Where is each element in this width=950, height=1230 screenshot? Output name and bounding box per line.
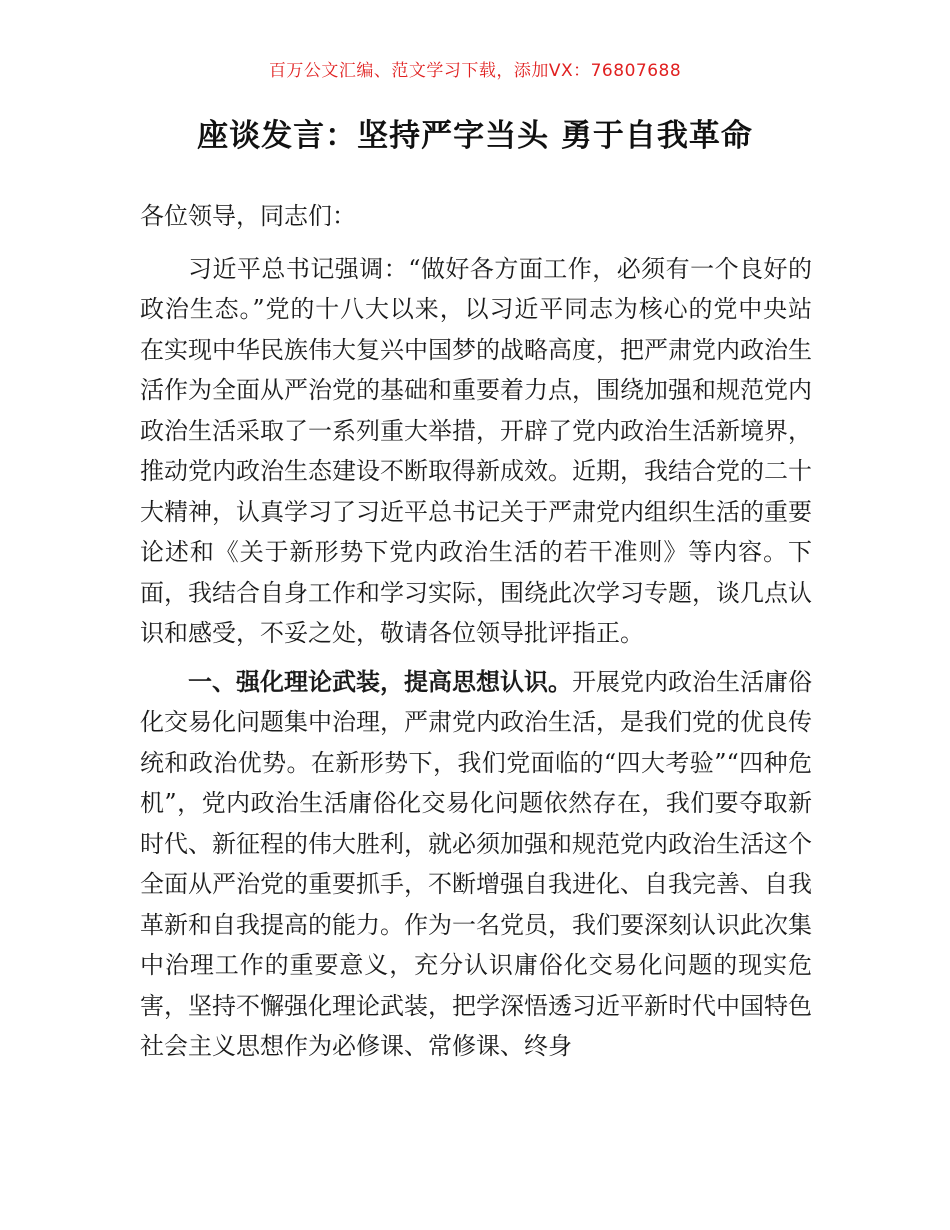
salutation: 各位领导，同志们： <box>140 202 356 230</box>
header-notice: 百万公文汇编、范文学习下载，添加VX：76807688 <box>268 61 682 81</box>
document-body <box>140 196 812 1067</box>
section-heading: 一、强化理论武装，提高思想认识。 <box>188 667 572 696</box>
paragraph-section-1 <box>140 662 812 1067</box>
section-body: 开展党内政治生活庸俗化交易化问题集中治理，严肃党内政治生活，是我们党的优良传统和政治优势。在新形势下，我们党面临的“四大考验”“四种危机”，党内政治生活庸俗化交易化问题依然存在，我们要夺取新时代、新征程的伟大胜利，就必须加强和规范党内政治生活这个全面从严治党的重要抓手，不断增强自我进化、自我完善、自我革新和自我提高的能力。作为一名党员，我们要深刻认识此次集中治理工作的重要意义，充分认识庸俗化交易化问题的现实危害，坚持不懈强化理论武装，把学深悟透习近平新时代中国特色社会主义思想作为必修课、常修课、终身 <box>140 667 812 1060</box>
paragraph-intro: 习近平总书记强调：“做好各方面工作，必须有一个良好的政治生态。”党的十八大以来，以习近平同志为核心的党中央站在实现中华民族伟大复兴中国梦的战略高度，把严肃党内政治生活作为全面从严治党的基础和重要着力点，围绕加强和规范党内政治生活采取了一系列重大举措，开辟了党内政治生活新境界，推动党内政治生态建设不断取得新成效。近期，我结合党的二十大精神，认真学习了习近平总书记关于严肃党内组织生活的重要论述和《关于新形势下党内政治生活的若干准则》等内容。下面，我结合自身工作和学习实际，围绕此次学习专题，谈几点认识和感受，不妥之处，敬请各位领导批评指正。 <box>140 254 812 647</box>
page-title: 座谈发言：坚持严字当头 勇于自我革命 <box>197 118 753 154</box>
